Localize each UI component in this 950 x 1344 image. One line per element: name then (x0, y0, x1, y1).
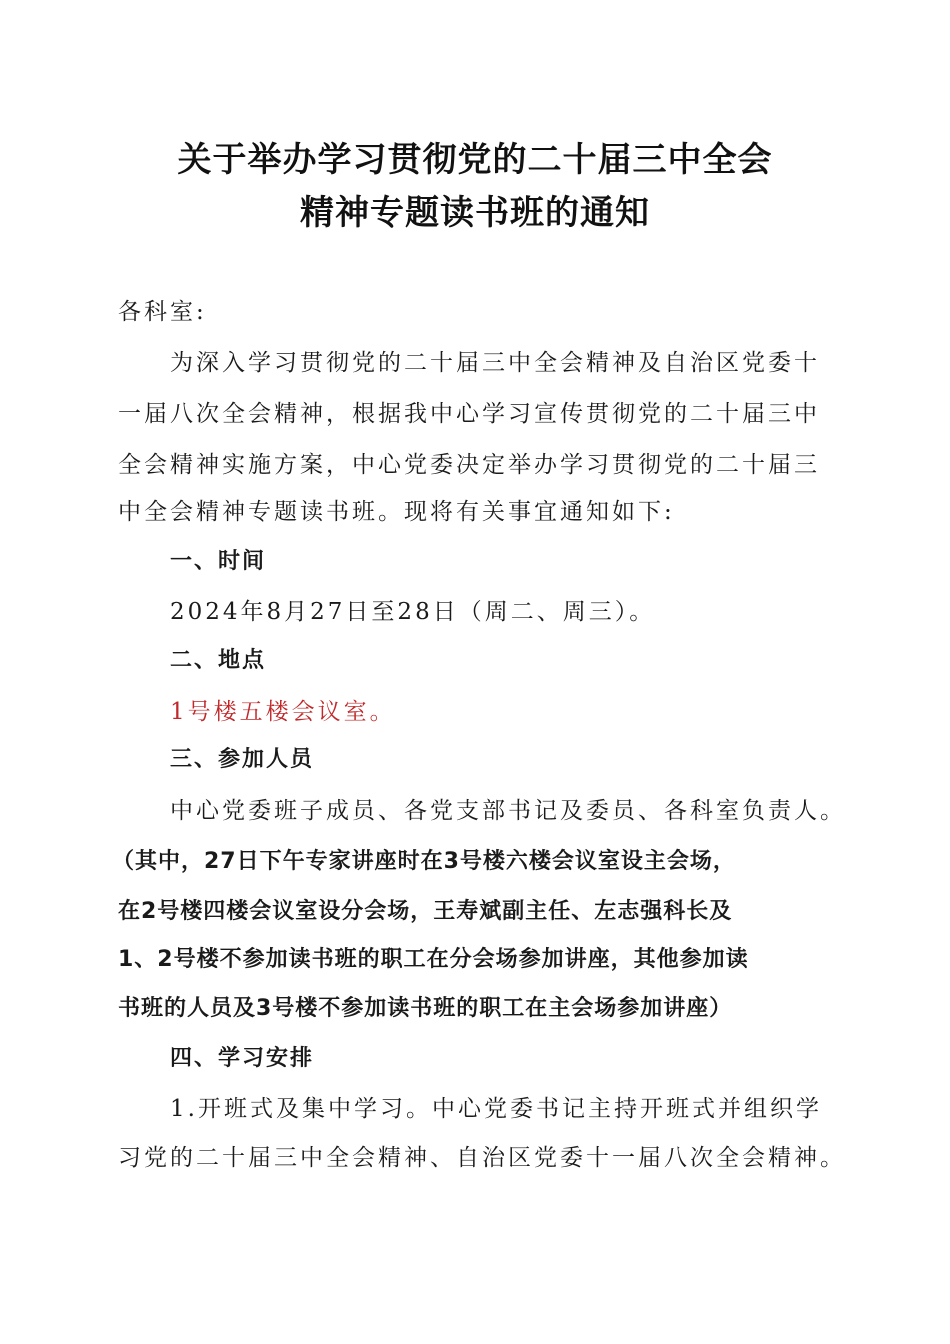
document-title-line-2: 精神专题读书班的通知 (300, 193, 650, 233)
people-note-line: 1、2号楼不参加读书班的职工在分会场参加讲座，其他参加读 (118, 947, 749, 972)
section-heading-place: 二、地点 (170, 648, 267, 673)
intro-line: 中全会精神专题读书班。现将有关事宜通知如下: (118, 499, 675, 525)
section-heading-time: 一、时间 (170, 549, 267, 574)
intro-line: 为深入学习贯彻党的二十届三中全会精神及自治区党委十 (170, 350, 820, 376)
people-note-line: （其中，27日下午专家讲座时在3号楼六楼会议室设主会场， (112, 849, 736, 874)
intro-line: 一届八次全会精神，根据我中心学习宣传贯彻党的二十届三中 (118, 401, 820, 427)
section-text-people: 中心党委班子成员、各党支部书记及委员、各科室负责人。 (170, 798, 846, 824)
study-line: 习党的二十届三中全会精神、自治区党委十一届八次全会精神。 (118, 1145, 846, 1171)
intro-line: 全会精神实施方案，中心党委决定举办学习贯彻党的二十届三 (118, 452, 820, 478)
section-text-time: 2024年8月27日至28日（周二、周三）。 (170, 599, 656, 625)
section-heading-study: 四、学习安排 (170, 1046, 315, 1071)
salutation: 各科室: (118, 299, 207, 325)
document-title-line-1: 关于举办学习贯彻党的二十届三中全会 (177, 140, 773, 180)
people-note-line: 书班的人员及3号楼不参加读书班的职工在主会场参加讲座） (118, 996, 733, 1021)
people-note-line: 在2号楼四楼会议室设分会场，王寿斌副主任、左志强科长及 (118, 899, 733, 924)
study-line: 1.开班式及集中学习。中心党委书记主持开班式并组织学 (170, 1096, 822, 1122)
section-heading-people: 三、参加人员 (170, 747, 315, 772)
section-text-place: 1号楼五楼会议室。 (170, 699, 396, 725)
